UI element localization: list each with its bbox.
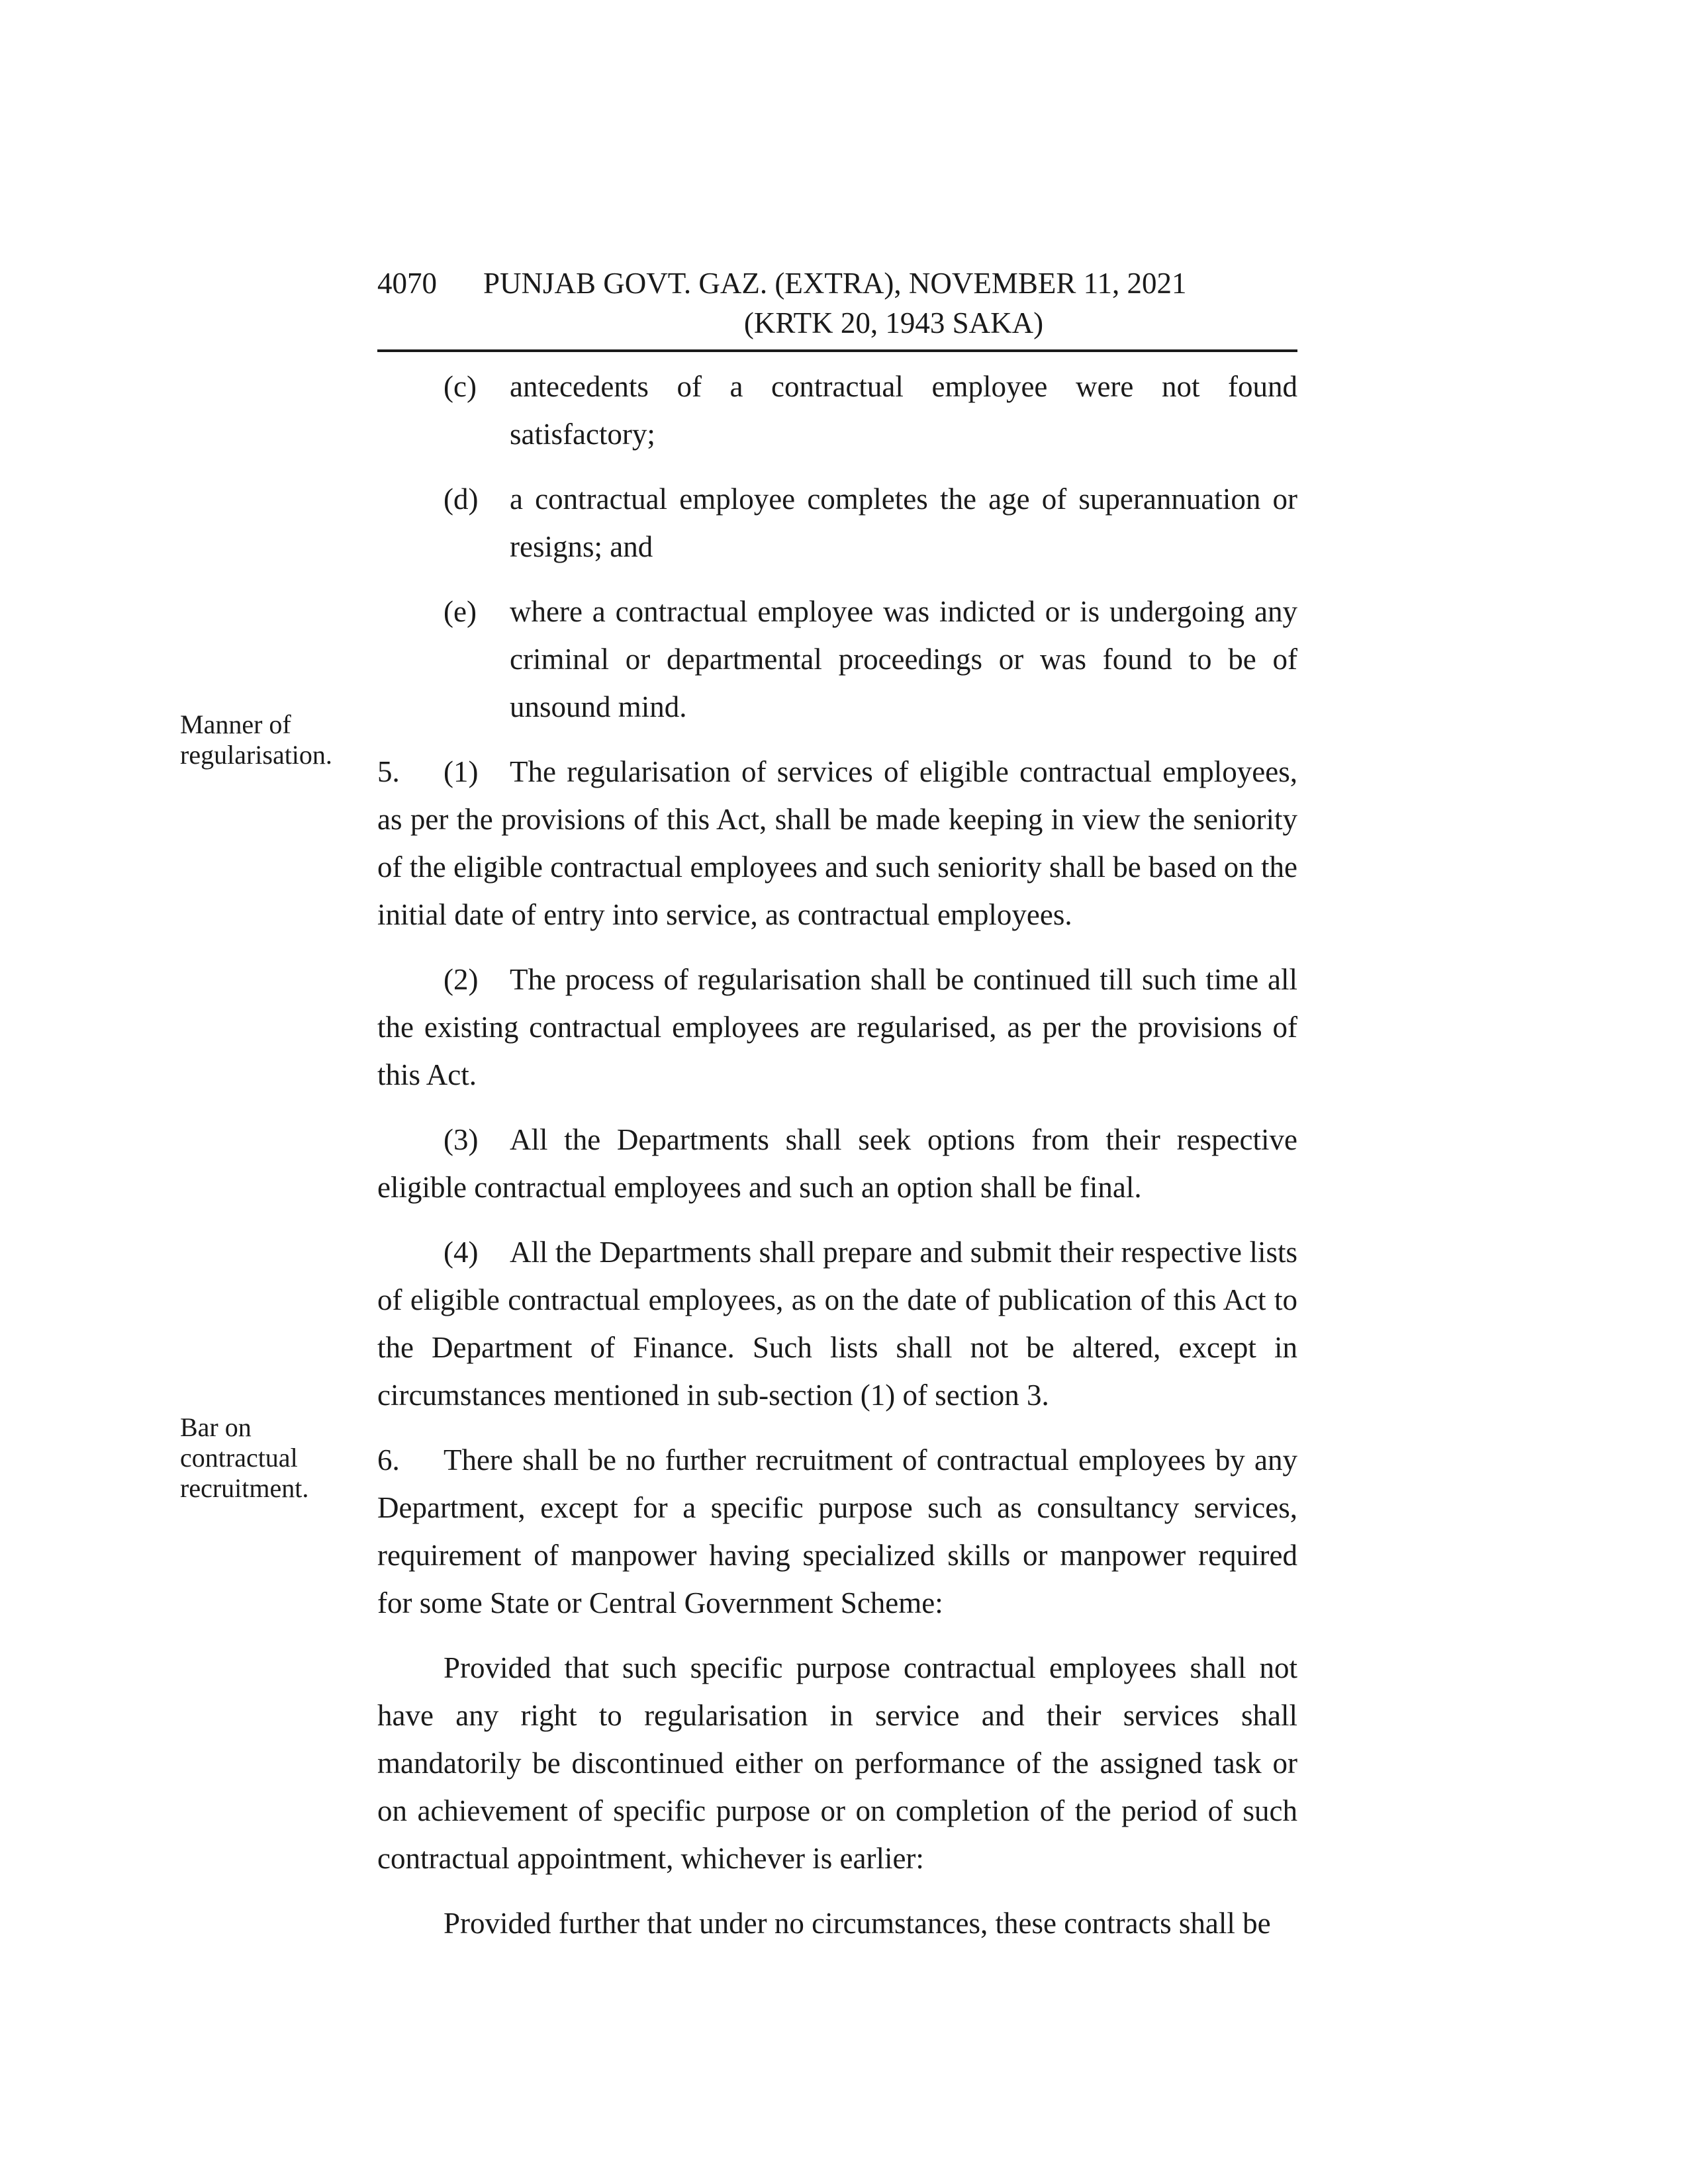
clause-text: a contractual employee completes the age of superannuation or resigns; and	[510, 482, 1297, 563]
clause-e	[377, 588, 1297, 731]
section-5-subsection-1	[377, 748, 1297, 938]
header-rule	[377, 349, 1297, 352]
section-5-subsection-3	[377, 1116, 1297, 1211]
clause-d	[377, 475, 1297, 570]
subsection-label: (1)	[444, 755, 479, 788]
subsection-label: (2)	[444, 963, 479, 996]
page-number: 4070	[377, 267, 437, 300]
section-5-subsection-2	[377, 956, 1297, 1099]
margin-note-section-6: Bar on contractual recruitment.	[180, 1412, 309, 1503]
subsection-text: The process of regularisation shall be continued till such time all the existing contractual employees are regularised, as per the provisions of this Act.	[377, 963, 1297, 1091]
clause-label: (d)	[444, 482, 479, 516]
gazette-title: PUNJAB GOVT. GAZ. (EXTRA), NOVEMBER 11, 2021	[483, 267, 1187, 300]
section-6-proviso-1: Provided that such specific purpose contractual employees shall not have any right to regularisation in service and their services shall mandatorily be discontinued either on performance of the assigned task or on achievement of specific purpose or on completion of the period of such contractual appointment, whichever is earlier:	[377, 1651, 1297, 1875]
clause-c	[377, 363, 1297, 458]
document-body	[377, 363, 1297, 1964]
section-text: There shall be no further recruitment of contractual employees by any Department, except for a specific purpose such as consultancy services, requirement of manpower having specialized skills or manpower required for some State or Central Government Scheme:	[377, 1443, 1297, 1619]
subsection-label: (3)	[444, 1123, 479, 1156]
subsection-text: The regularisation of services of eligible contractual employees, as per the provisions of this Act, shall be made keeping in view the seniority of the eligible contractual employees and such seniority shall be based on the initial date of entry into service, as contractual employees.	[377, 755, 1297, 931]
section-5-subsection-4	[377, 1228, 1297, 1419]
clause-label: (e)	[444, 595, 477, 628]
subsection-label: (4)	[444, 1236, 479, 1269]
subsection-text: All the Departments shall prepare and submit their respective lists of eligible contractual employees, as on the date of publication of this Act to the Department of Finance. Such lists shall not be altered, except in circumstances mentioned in sub-section (1) of section 3.	[377, 1236, 1297, 1412]
page-header	[377, 263, 1297, 343]
gazette-subtitle: (KRTK 20, 1943 SAKA)	[743, 306, 1044, 340]
section-6-proviso-2: Provided further that under no circumstances, these contracts shall be	[444, 1907, 1271, 1940]
section-number: 6.	[377, 1443, 400, 1477]
section-number: 5.	[377, 755, 400, 788]
header-line	[377, 263, 1297, 303]
clause-text: where a contractual employee was indicted or is undergoing any criminal or departmental proceedings or was found to be of unsound mind.	[510, 595, 1297, 723]
subsection-text: All the Departments shall seek options from their respective eligible contractual employees and such an option shall be final.	[377, 1123, 1297, 1204]
section-6	[377, 1436, 1297, 1627]
margin-note-section-5: Manner of regularisation.	[180, 709, 332, 770]
clause-label: (c)	[444, 370, 477, 403]
clause-text: antecedents of a contractual employee were not found satisfactory;	[510, 370, 1297, 451]
